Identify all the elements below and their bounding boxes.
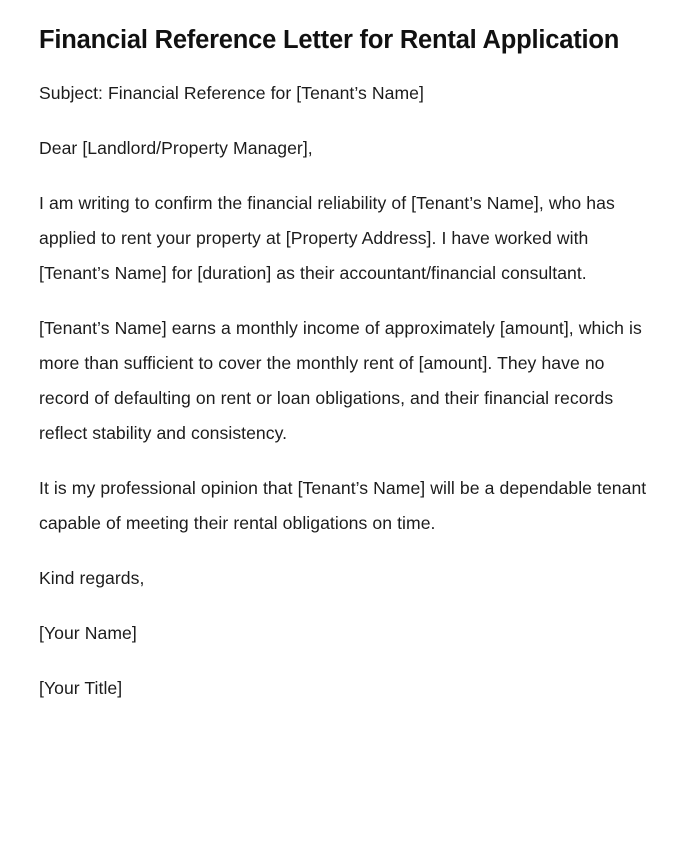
- paragraph-opinion: It is my professional opinion that [Tenant’s Name] will be a dependable tenant capable of meeting their rental obligations on time.: [39, 478, 647, 533]
- page-title: Financial Reference Letter for Rental Application: [39, 26, 620, 54]
- salutation: Dear [Landlord/Property Manager],: [39, 138, 313, 158]
- closing: Kind regards,: [39, 568, 145, 588]
- signature-title: [Your Title]: [39, 678, 123, 698]
- paragraph-income: [Tenant’s Name] earns a monthly income of approximately [amount], which is more than sufficient to cover the monthly rent of [amount]. They have no record of defaulting on rent or loan obligations, and their financial records reflect stability and consistency.: [39, 318, 642, 443]
- subject-line: Subject: Financial Reference for [Tenant’s Name]: [39, 83, 424, 103]
- letter-body: [39, 76, 662, 706]
- paragraph-intro: I am writing to confirm the financial reliability of [Tenant’s Name], who has applied to rent your property at [Property Address]. I have worked with [Tenant’s Name] for [duration] as their accountant/financial consultant.: [39, 193, 615, 283]
- signature-name: [Your Name]: [39, 623, 137, 643]
